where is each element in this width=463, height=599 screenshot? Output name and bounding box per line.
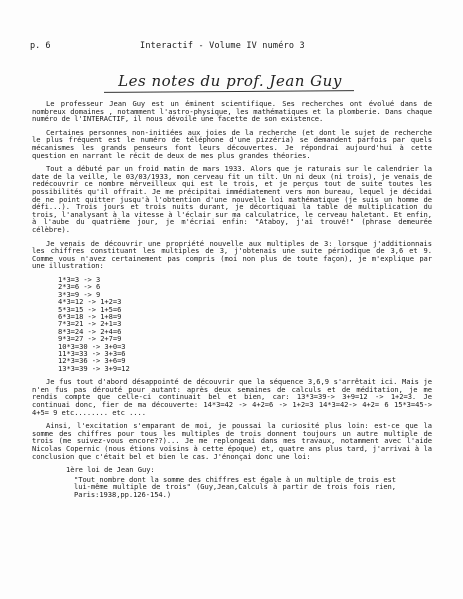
law-statement [66, 466, 396, 498]
calc-row: 6*3=18 -> 1+8=9 [58, 311, 122, 321]
calc-row: 1*3=3 -> 3 [58, 274, 101, 284]
title-underline [104, 90, 354, 93]
calc-row: 8*3=24 -> 2+4=6 [58, 326, 122, 336]
article-body [32, 100, 432, 498]
calc-row: 3*3=9 -> 9 [58, 289, 101, 299]
calc-row: 5*3=15 -> 1+5=6 [58, 304, 122, 314]
calc-row: 13*3=39 -> 3+9=12 [58, 363, 130, 373]
page-header [30, 41, 433, 53]
article-title: Les notes du prof. Jean Guy [118, 72, 342, 90]
paragraph-conclusion: Ainsi, l'excitation s'emparant de moi, je poussai la curiosité plus loin: est-ce que la somme des chiffres pour tous les multiples de trois donnent toujours un autre multiple de trois (me suivez-vous encore??)... Je me replongeai dans mes travaux, notamment avec l'aide Nicolas Copernic (nous étions voisins à cette époque) et, quatre ans plus tard, j'arrivai à la conclusion que c'était bel et bien le cas. J'énonçai donc une loi: [32, 421, 432, 461]
series-title: Interactif - Volume IV numéro 3 [140, 41, 305, 51]
calc-row: 4*3=12 -> 1+2=3 [58, 297, 122, 307]
law-text: "Tout nombre dont la somme des chiffres est égale à un multiple de trois est lui-même multiple de trois" (Guy,Jean,Calculs à partir de trois fois rien, Paris:1938,pp.126-154.) [74, 474, 396, 499]
calc-row: 10*3=30 -> 3+0=3 [58, 341, 126, 351]
calc-row: 12*3=36 -> 3+6=9 [58, 356, 126, 366]
paragraph-discovery: Tout a débuté par un froid matin de mars 1933. Alors que je raturais sur le calendrier la date de la veille, le 03/03/1933, mon cerveau fit un tilt. Un ni deux (ni trois), je venais de redécouvrir ce nombre mérveilleux qui est le trois, et je perçus tout de suite toutes les possibilités qu'il offrait. Je me précipitai immédiatement vers mon bureau, lequel je décidai de ne point quitter jusqu'à l'obtention d'une nouvelle loi mathématique (je suis un homme de défi...). Trois jours et trois nuits durant, je décortiquai la table de multiplication du trois, l'analysant à la vitesse à l'éclair sur ma calculatrice, le cerveau haletant. Et enfin, à l'aube du quatrième jour, je m'écriai enfin: "Ataboy, j'ai trouvé!" (phrase demeurée célèbre). [32, 164, 432, 234]
paragraph-sequence: Je fus tout d'abord désappointé de découvrir que la séquence 3,6,9 s'arrêtait ici. Mais je n'en fus pas dérouté pour autant: après deux semaines de calculs et de méditation, je me rendis compte que celle-ci continuait bel et bien, car: 13*3=39-> 3+9=12 -> 1+2=3. Je continuai donc, fier de ma découverte: 14*3=42 -> 4+2=6 -> 1+2=3 14*3=42-> 4+2= 6 15*3=45-> 4+5= 9 etc........ etc .... [32, 377, 432, 417]
law-heading: 1ère loi de Jean Guy: [66, 465, 155, 475]
page-number: p. 6 [30, 41, 51, 51]
calc-row: 11*3=33 -> 3+3=6 [58, 348, 126, 358]
calc-row: 7*3=21 -> 2+1=3 [58, 319, 122, 329]
paragraph-intro: Le professeur Jean Guy est un éminent scientifique. Ses recherches ont évolué dans de nombreux domaines , notamment l'astro-physique, les mathématiques et la plomberie. Dans chaque numéro de l'INTERACTIF, il nous dévoile une facette de son existence. [32, 99, 432, 124]
paragraph-question: Certaines personnes non-initiées aux joies de la recherche (et dont le sujet de recherche le plus fréquent est le numéro de téléphone d'une pizzéria) se demandent parfois par quels mécanismes les grands penseurs font leurs découvertes. Je répondrai aujourd'hui à cette question en narrant le récit de deux de mes plus grandes théories. [32, 127, 432, 160]
calc-row: 2*3=6 -> 6 [58, 282, 101, 292]
multiplication-table [32, 276, 432, 372]
paragraph-property: Je venais de découvrir une propriété nouvelle aux multiples de 3: lorsque j'additionnais les chiffres constituant les multiples de 3, j'obtenais une suite périodique de 3,6 et 9. Comme vous n'avez certainement pas compris (moi non plus de toute façon), je m'explique par une illustration: [32, 238, 432, 271]
calc-row: 9*3=27 -> 2+7=9 [58, 334, 122, 344]
